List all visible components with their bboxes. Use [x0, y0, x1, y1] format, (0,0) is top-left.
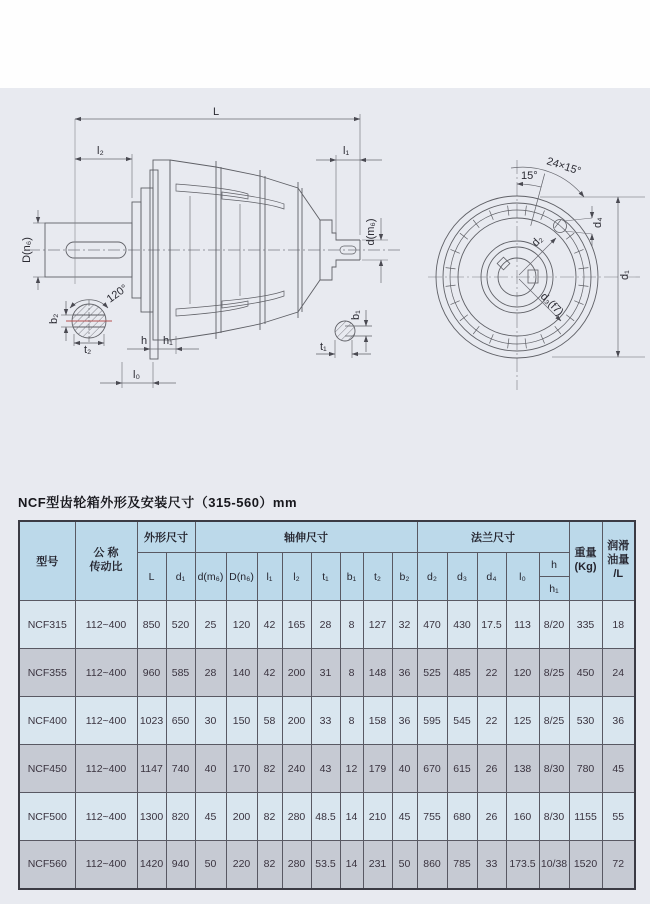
bolt-tick: [450, 301, 459, 305]
value-cell: 8: [340, 697, 363, 745]
value-cell: 140: [226, 649, 257, 697]
value-cell: 125: [506, 697, 539, 745]
sub-header-Dn6: D(n₆): [226, 553, 257, 601]
dim-label-15deg: 15°: [521, 170, 538, 182]
value-cell: 33: [477, 841, 506, 889]
value-cell: 127: [363, 601, 392, 649]
value-cell: 22: [477, 697, 506, 745]
value-cell: 36: [602, 697, 635, 745]
value-cell: 530: [569, 697, 602, 745]
value-cell: 8/25: [539, 649, 569, 697]
value-cell: 650: [166, 697, 195, 745]
front-view: [428, 160, 645, 390]
value-cell: 615: [447, 745, 477, 793]
value-cell: 1155: [569, 793, 602, 841]
value-cell: 210: [363, 793, 392, 841]
value-cell: 148: [363, 649, 392, 697]
value-cell: 200: [282, 649, 311, 697]
value-cell: 280: [282, 841, 311, 889]
value-cell: 112~400: [75, 793, 137, 841]
value-cell: 53.5: [311, 841, 340, 889]
model-cell: NCF400: [19, 697, 75, 745]
value-cell: 10/38: [539, 841, 569, 889]
col-header-model: 型号: [19, 521, 75, 601]
table-row: [19, 649, 635, 697]
scanned-area: [0, 88, 650, 904]
model-cell: NCF315: [19, 601, 75, 649]
oil-label-line1: 润滑: [607, 540, 630, 553]
value-cell: 585: [166, 649, 195, 697]
sub-header-b1: b₁: [340, 553, 363, 601]
table-row: [19, 697, 635, 745]
value-cell: 755: [417, 793, 447, 841]
value-cell: 200: [226, 793, 257, 841]
bolt-tick: [541, 334, 545, 343]
value-cell: 58: [257, 697, 282, 745]
value-cell: 36: [392, 697, 417, 745]
dim-label-h: h: [141, 335, 148, 347]
ratio-label-line2: 传动比: [89, 561, 123, 573]
value-cell: 335: [569, 601, 602, 649]
dim-label-h1: h₁: [163, 335, 173, 347]
spec-table-body: [19, 601, 635, 889]
spec-table: [18, 520, 636, 890]
table-row: [19, 793, 635, 841]
oil-label-line2: 油量: [607, 554, 630, 567]
value-cell: 240: [282, 745, 311, 793]
value-cell: 780: [569, 745, 602, 793]
value-cell: 960: [137, 649, 166, 697]
table-row: [19, 841, 635, 889]
bolt-tick: [566, 315, 574, 321]
dim-label-bolt-pattern: 24×15°: [545, 155, 583, 178]
bolt-tick: [555, 326, 561, 334]
bolt-tick: [541, 210, 545, 219]
weight-label-line1: 重量: [574, 547, 597, 560]
value-cell: 8/25: [539, 697, 569, 745]
value-cell: 670: [417, 745, 447, 793]
dim-label-l1: l₁: [343, 145, 350, 157]
table-row: [19, 601, 635, 649]
sub-header-dm6: d(m₆): [195, 553, 226, 601]
value-cell: 45: [392, 793, 417, 841]
value-cell: 1023: [137, 697, 166, 745]
value-cell: 24: [602, 649, 635, 697]
col-header-ratio: [75, 521, 137, 601]
value-cell: 40: [195, 745, 226, 793]
value-cell: 82: [257, 745, 282, 793]
model-cell: NCF560: [19, 841, 75, 889]
value-cell: 520: [166, 601, 195, 649]
bolt-tick: [460, 315, 468, 321]
dim-label-l2: l₂: [97, 145, 104, 157]
value-cell: 12: [340, 745, 363, 793]
value-cell: 112~400: [75, 841, 137, 889]
dim-label-l0: l₀: [133, 369, 141, 381]
value-cell: 36: [392, 649, 417, 697]
value-cell: 8: [340, 649, 363, 697]
sub-header-L: L: [137, 553, 166, 601]
dim-label-L: L: [213, 106, 220, 118]
dim-label-dm6: d(m₆): [365, 218, 377, 246]
value-cell: 545: [447, 697, 477, 745]
value-cell: 280: [282, 793, 311, 841]
bolt-tick: [473, 326, 479, 334]
model-cell: NCF355: [19, 649, 75, 697]
value-cell: 43: [311, 745, 340, 793]
value-cell: 72: [602, 841, 635, 889]
group-header-outline: 外形尺寸: [137, 521, 195, 553]
bolt-tick: [473, 220, 479, 228]
value-cell: 113: [506, 601, 539, 649]
weight-label-line2: (Kg): [574, 561, 597, 573]
value-cell: 160: [506, 793, 539, 841]
value-cell: 8: [340, 601, 363, 649]
dim-label-d4: d₄: [592, 217, 604, 228]
value-cell: 22: [477, 649, 506, 697]
value-cell: 45: [602, 745, 635, 793]
value-cell: 30: [195, 697, 226, 745]
dim-label-b1: b₁: [350, 310, 362, 320]
value-cell: 82: [257, 793, 282, 841]
dim-label-d3: d₃(f7): [537, 290, 566, 319]
value-cell: 470: [417, 601, 447, 649]
value-cell: 32: [392, 601, 417, 649]
sub-header-h1: h₁: [539, 577, 569, 601]
col-header-weight: [569, 521, 602, 601]
value-cell: 173.5: [506, 841, 539, 889]
value-cell: 18: [602, 601, 635, 649]
oil-label-line3: /L: [613, 567, 624, 580]
page-title: NCF型齿轮箱外形及安装尺寸（315-560）mm: [18, 495, 298, 510]
value-cell: 55: [602, 793, 635, 841]
value-cell: 120: [226, 601, 257, 649]
sub-header-b2: b₂: [392, 553, 417, 601]
value-cell: 14: [340, 793, 363, 841]
technical-drawing: [0, 88, 650, 488]
bolt-tick: [460, 233, 468, 239]
value-cell: 112~400: [75, 745, 137, 793]
value-cell: 50: [392, 841, 417, 889]
dim-label-d1: d₁: [619, 270, 631, 280]
table-row: [19, 745, 635, 793]
value-cell: 158: [363, 697, 392, 745]
value-cell: 40: [392, 745, 417, 793]
value-cell: 48.5: [311, 793, 340, 841]
value-cell: 31: [311, 649, 340, 697]
value-cell: 220: [226, 841, 257, 889]
value-cell: 1147: [137, 745, 166, 793]
front-view-dimensions: [511, 167, 618, 357]
value-cell: 8/30: [539, 793, 569, 841]
group-header-flange: 法兰尺寸: [417, 521, 569, 553]
value-cell: 8/20: [539, 601, 569, 649]
value-cell: 940: [166, 841, 195, 889]
bolt-tick: [566, 233, 574, 239]
value-cell: 525: [417, 649, 447, 697]
model-cell: NCF500: [19, 793, 75, 841]
dim-label-d2: d₂: [529, 233, 546, 250]
value-cell: 231: [363, 841, 392, 889]
value-cell: 112~400: [75, 601, 137, 649]
value-cell: 850: [137, 601, 166, 649]
sub-header-l2: l₂: [282, 553, 311, 601]
sub-header-l1: l₁: [257, 553, 282, 601]
value-cell: 150: [226, 697, 257, 745]
value-cell: 430: [447, 601, 477, 649]
value-cell: 42: [257, 649, 282, 697]
value-cell: 200: [282, 697, 311, 745]
bolt-tick: [489, 210, 493, 219]
group-header-shaft: 轴伸尺寸: [195, 521, 417, 553]
ratio-label-line1: 公 称: [93, 547, 119, 560]
value-cell: 450: [569, 649, 602, 697]
value-cell: 17.5: [477, 601, 506, 649]
model-cell: NCF450: [19, 745, 75, 793]
sub-header-t1: t₁: [311, 553, 340, 601]
value-cell: 740: [166, 745, 195, 793]
value-cell: 485: [447, 649, 477, 697]
bolt-tick: [489, 334, 493, 343]
sub-header-d3: d₃: [447, 553, 477, 601]
value-cell: 14: [340, 841, 363, 889]
value-cell: 82: [257, 841, 282, 889]
sub-header-d1: d₁: [166, 553, 195, 601]
value-cell: 120: [506, 649, 539, 697]
value-cell: 1300: [137, 793, 166, 841]
value-cell: 42: [257, 601, 282, 649]
value-cell: 595: [417, 697, 447, 745]
value-cell: 25: [195, 601, 226, 649]
sub-header-h: h: [539, 553, 569, 577]
sub-header-l0: l₀: [506, 553, 539, 601]
col-header-oil: [602, 521, 635, 601]
value-cell: 138: [506, 745, 539, 793]
dim-label-120deg: 120°: [104, 282, 131, 306]
value-cell: 50: [195, 841, 226, 889]
value-cell: 165: [282, 601, 311, 649]
value-cell: 785: [447, 841, 477, 889]
value-cell: 26: [477, 745, 506, 793]
value-cell: 179: [363, 745, 392, 793]
dim-label-Dn6: D(n₆): [21, 237, 33, 263]
shaft-section-detail-left: [61, 300, 112, 346]
value-cell: 33: [311, 697, 340, 745]
value-cell: 112~400: [75, 697, 137, 745]
value-cell: 28: [195, 649, 226, 697]
value-cell: 680: [447, 793, 477, 841]
value-cell: 170: [226, 745, 257, 793]
value-cell: 112~400: [75, 649, 137, 697]
sub-header-t2: t₂: [363, 553, 392, 601]
value-cell: 28: [311, 601, 340, 649]
dim-label-b2: b₂: [48, 313, 60, 324]
value-cell: 45: [195, 793, 226, 841]
value-cell: 1420: [137, 841, 166, 889]
sub-header-d2: d₂: [417, 553, 447, 601]
dim-label-t1: t₁: [320, 341, 327, 353]
value-cell: 26: [477, 793, 506, 841]
value-cell: 820: [166, 793, 195, 841]
value-cell: 1520: [569, 841, 602, 889]
dim-label-t2: t₂: [84, 344, 92, 356]
sub-header-d4: d₄: [477, 553, 506, 601]
value-cell: 860: [417, 841, 447, 889]
bolt-tick: [450, 249, 459, 253]
bolt-tick: [574, 249, 583, 253]
bolt-tick: [574, 301, 583, 305]
value-cell: 8/30: [539, 745, 569, 793]
